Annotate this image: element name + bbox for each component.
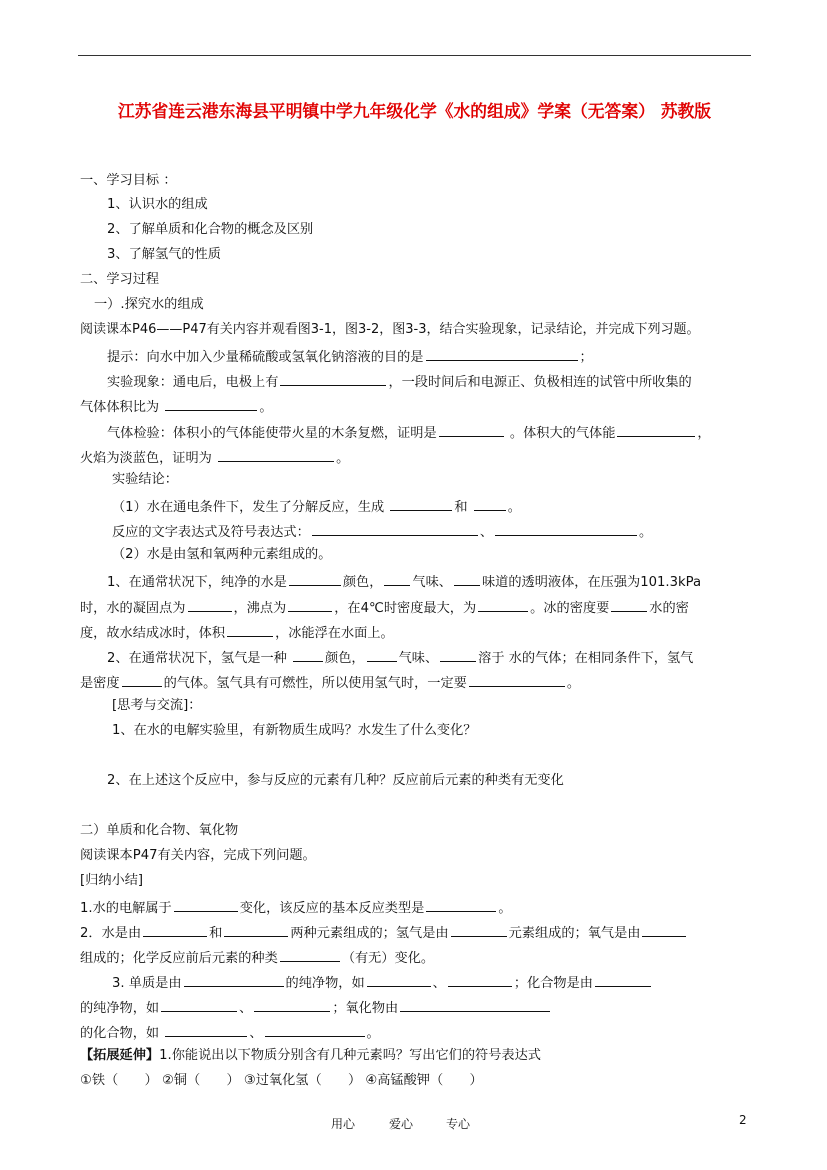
blank-field[interactable]	[174, 897, 238, 912]
blank-field[interactable]	[495, 521, 637, 536]
blank-field[interactable]	[384, 571, 410, 586]
page-number: 2	[739, 1113, 747, 1127]
blank-field[interactable]	[440, 647, 476, 662]
footer-text: 用心	[331, 1117, 356, 1131]
blank-field[interactable]	[611, 597, 647, 612]
blank-field[interactable]	[390, 496, 452, 511]
goal-item: 2、了解单质和化合物的概念及区别	[107, 222, 314, 237]
blank-field[interactable]	[595, 972, 651, 987]
blank-field[interactable]	[426, 346, 578, 361]
blank-field[interactable]	[451, 922, 507, 937]
section-heading: 二、学习过程	[80, 272, 160, 287]
blank-field[interactable]	[280, 947, 340, 962]
gas-test-line: 火焰为淡蓝色，证明为 。	[80, 447, 349, 468]
summary-line: 组成的；化学反应前后元素的种类 （有无）变化。	[80, 947, 434, 968]
goal-item: 1、认识水的组成	[107, 197, 208, 212]
blank-field[interactable]	[293, 647, 323, 662]
blank-field[interactable]	[224, 922, 288, 937]
blank-field[interactable]	[254, 997, 330, 1012]
blank-field[interactable]	[454, 571, 480, 586]
footer-text: 爱心	[389, 1117, 414, 1131]
blank-field[interactable]	[448, 972, 512, 987]
blank-field[interactable]	[165, 396, 257, 411]
blank-field[interactable]	[312, 521, 478, 536]
summary-label: [归纳小结]	[80, 873, 144, 888]
blank-field[interactable]	[474, 496, 506, 511]
gas-test-line: 气体检验：体积小的气体能使带火星的木条复燃，证明是 。体积大的气体能 ，	[107, 422, 711, 443]
blank-field[interactable]	[184, 972, 284, 987]
section-heading: 一、学习目标 ：	[80, 173, 177, 188]
summary-line: 的化合物，如 、 。	[80, 1022, 380, 1043]
water-property-line: 时，水的凝固点为 ，沸点为 ，在4℃时密度最大，为 。冰的密度要 水的密	[80, 597, 689, 618]
blank-field[interactable]	[367, 972, 431, 987]
blank-field[interactable]	[617, 422, 695, 437]
blank-field[interactable]	[367, 647, 397, 662]
blank-field[interactable]	[400, 997, 550, 1012]
blank-field[interactable]	[289, 571, 341, 586]
footer-text: 专心	[446, 1117, 471, 1131]
subsection-heading: 二）单质和化合物、氧化物	[80, 823, 239, 838]
summary-line: 2．水是由 和 两种元素组成的；氢气是由 元素组成的；氧气是由	[80, 922, 688, 943]
hydrogen-property-line: 2、在通常状况下，氢气是一种 颜色， 气味、 溶于 水的气体；在相同条件下，氢气	[107, 647, 693, 668]
summary-line: 3. 单质是由 的纯净物，如 、 ；化合物是由	[112, 972, 653, 993]
conclusion-line: （2）水是由氢和氧两种元素组成的。	[112, 547, 332, 562]
summary-line: 的纯净物，如 、 ；氧化物由	[80, 997, 552, 1018]
conclusion-label: 实验结论：	[112, 472, 178, 487]
blank-field[interactable]	[165, 1022, 247, 1037]
blank-field[interactable]	[218, 447, 334, 462]
subsection-heading: 一）.探究水的组成	[94, 297, 204, 312]
blank-field[interactable]	[426, 897, 496, 912]
blank-field[interactable]	[280, 371, 386, 386]
question: 2、在上述这个反应中，参与反应的元素有几种？反应前后元素的种类有无变化	[107, 773, 564, 788]
blank-field[interactable]	[478, 597, 528, 612]
extension-items: ①铁（ ） ②铜（ ） ③过氧化氢（ ） ④高锰酸钾（ ）	[80, 1073, 483, 1088]
think-label: [思考与交流]：	[112, 698, 202, 713]
blank-field[interactable]	[288, 597, 332, 612]
reading-instruction: 阅读课本P46——P47有关内容并观看图3-1，图3-2，图3-3，结合实验现象，记录结论，并完成下列习题。	[80, 322, 700, 337]
water-property-line: 度，故水结成冰时，体积 ，冰能浮在水面上。	[80, 622, 394, 643]
header-rule	[78, 55, 751, 56]
equation-line: 反应的文字表达式及符号表达式： 、 。	[112, 521, 652, 542]
page-title: 江苏省连云港东海县平明镇中学九年级化学《水的组成》学案（无答案） 苏教版	[117, 101, 712, 121]
hydrogen-property-line: 是密度 的气体。氢气具有可燃性，所以使用氢气时，一定要 。	[80, 672, 580, 693]
blank-field[interactable]	[143, 922, 207, 937]
blank-field[interactable]	[188, 597, 232, 612]
extension-line: 【拓展延伸】1.你能说出以下物质分别含有几种元素吗？写出它们的符号表达式	[80, 1048, 541, 1063]
summary-line: 1.水的电解属于 变化，该反应的基本反应类型是 。	[80, 897, 512, 918]
blank-field[interactable]	[227, 622, 273, 637]
blank-field[interactable]	[122, 672, 162, 687]
goal-item: 3、了解氢气的性质	[107, 247, 221, 262]
blank-field[interactable]	[469, 672, 565, 687]
blank-field[interactable]	[161, 997, 237, 1012]
hint-line: 提示：向水中加入少量稀硫酸或氢氧化钠溶液的目的是 ；	[107, 346, 593, 367]
blank-field[interactable]	[439, 422, 504, 437]
blank-field[interactable]	[265, 1022, 365, 1037]
phenomenon-line: 实验现象：通电后，电极上有 ，一段时间后和电源正、负极相连的试管中所收集的	[107, 371, 692, 392]
question: 1、在水的电解实验里，有新物质生成吗？水发生了什么变化？	[112, 723, 477, 738]
phenomenon-line: 气体体积比为 。	[80, 396, 273, 417]
conclusion-line: （1）水在通电条件下，发生了分解反应，生成 和 。	[112, 496, 521, 517]
blank-field[interactable]	[642, 922, 686, 937]
water-property-line: 1、在通常状况下，纯净的水是 颜色， 气味、 味道的透明液体，在压强为101.3kPa	[107, 571, 701, 592]
reading-instruction: 阅读课本P47有关内容，完成下列问题。	[80, 848, 316, 863]
